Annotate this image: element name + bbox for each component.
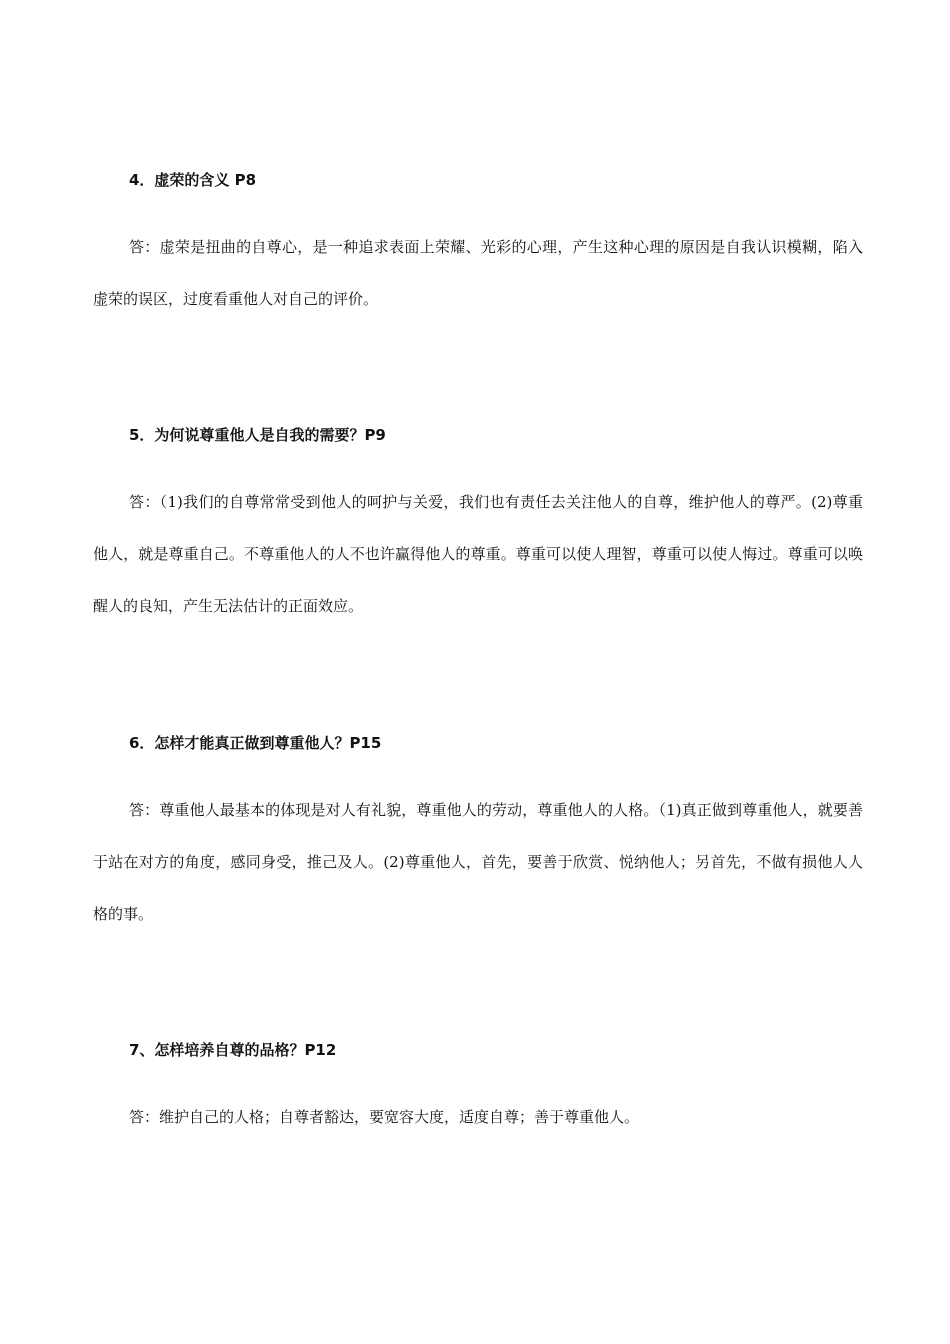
- question-answer: 答：（1)我们的自尊常常受到他人的呵护与关爱，我们也有责任去关注他人的自尊，维护他人的尊严。(2)尊重他人，就是尊重自己。不尊重他人的人不也许赢得他人的尊重。尊重可以使人理智，尊重可以使人悔过。尊重可以唤醒人的良知，产生无法估计的正面效应。: [93, 493, 863, 615]
- question-answer: 答：维护自己的人格；自尊者豁达，要宽容大度，适度自尊；善于尊重他人。: [129, 1108, 640, 1126]
- question-4: [93, 170, 863, 325]
- question-answer: 答：虚荣是扭曲的自尊心，是一种追求表面上荣耀、光彩的心理，产生这种心理的原因是自我认识模糊，陷入虚荣的误区，过度看重他人对自己的评价。: [93, 238, 863, 308]
- question-answer: 答：尊重他人最基本的体现是对人有礼貌，尊重他人的劳动，尊重他人的人格。（1)真正做到尊重他人，就要善于站在对方的角度，感同身受，推己及人。(2)尊重他人，首先，要善于欣赏、悦纳他人；另首先，不做有损他人人格的事。: [93, 801, 863, 923]
- question-title: 4．虚荣的含义 P8: [129, 171, 257, 189]
- question-title: 5．为何说尊重他人是自我的需要？P9: [129, 426, 386, 444]
- question-6: [93, 733, 863, 940]
- question-title: 7、怎样培养自尊的品格？P12: [129, 1041, 337, 1059]
- question-7: [93, 1040, 863, 1143]
- question-5: [93, 425, 863, 632]
- question-title: 6．怎样才能真正做到尊重他人？P15: [129, 734, 382, 752]
